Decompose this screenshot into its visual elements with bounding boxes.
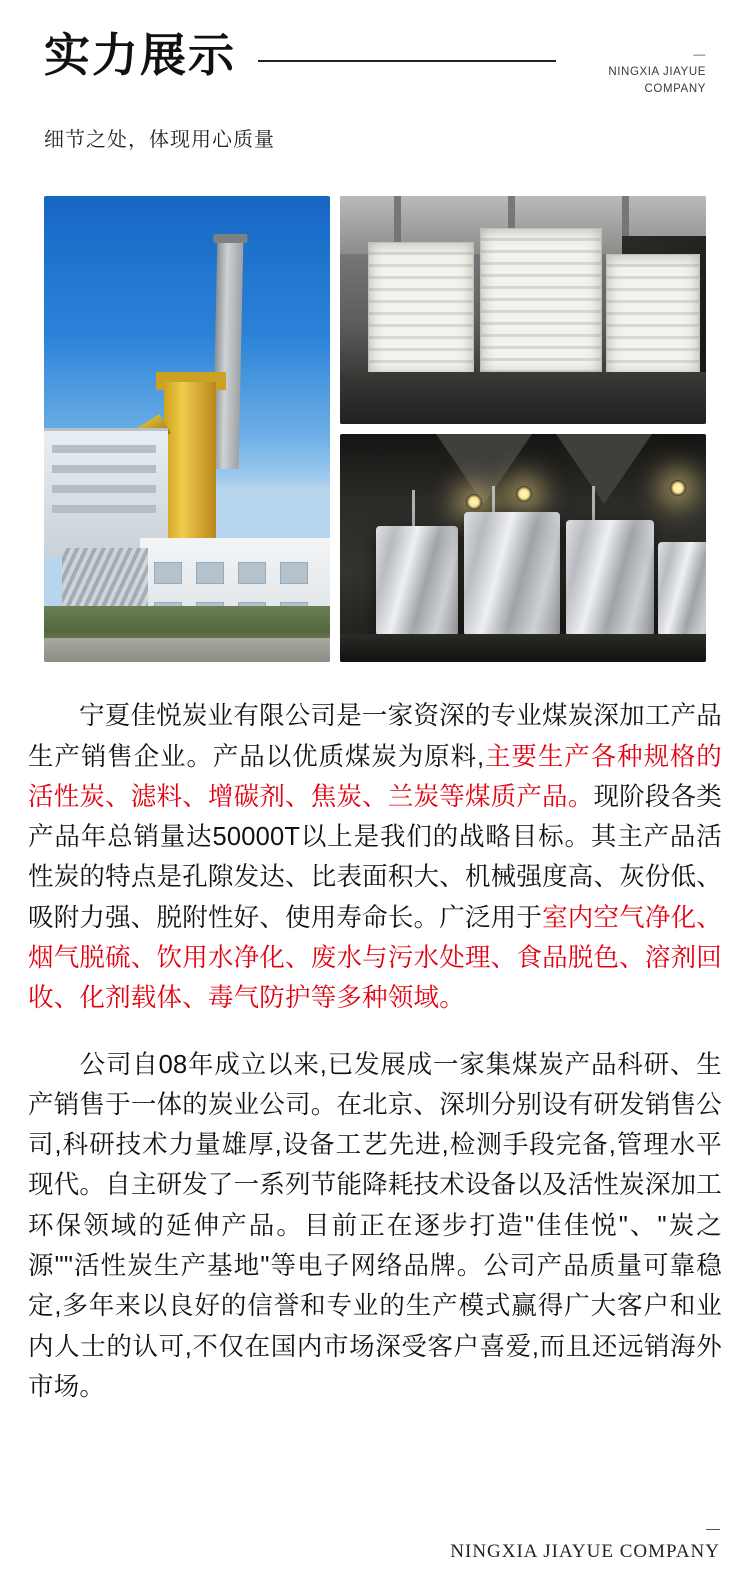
brand-name-line2: COMPANY (644, 82, 706, 95)
ton-bag-shape (658, 542, 706, 638)
footer-dash: — (706, 1520, 720, 1536)
warehouse-floor-shape (340, 372, 706, 424)
brand-dash: — (693, 47, 706, 61)
window-shape (154, 562, 182, 584)
hopper-shape (556, 434, 652, 504)
ton-bag-shape (376, 526, 458, 638)
page-subtitle: 细节之处，体现用心质量 (44, 129, 275, 152)
ton-bag-shape (566, 520, 654, 638)
paragraph-2 (28, 1045, 722, 1408)
factory-plant-photo (44, 196, 330, 662)
packaged-bags-warehouse-photo (340, 196, 706, 424)
bag-stack (368, 242, 474, 376)
para1-segment-1: 宁夏佳悦炭业有限公司是一家资深的专业煤炭深加工产品生产销售企业。产品以优质煤炭为原料, (28, 702, 722, 771)
lamp-icon (670, 480, 686, 496)
road-shape (44, 638, 330, 662)
bag-stack (480, 228, 602, 376)
brand-name-line1: NINGXIA JIAYUE (608, 66, 706, 78)
bag-stack (606, 254, 700, 376)
lamp-icon (466, 494, 482, 510)
para1-segment-4-highlight: 室内空气净化、烟气脱硫、饮用水净化、废水与污水处理、食品脱色、溶剂回收、化剂载体、毒气防护等多种领域。 (28, 903, 722, 1013)
page-footer (450, 1521, 720, 1563)
ton-bag-shape (464, 512, 560, 638)
page-title: 实力展示 (44, 29, 236, 81)
para1-segment-2-highlight: 主要生产各种规格的活性炭、滤料、增碳剂、焦炭、兰炭等煤质产品。 (28, 742, 723, 811)
ton-bag-illustration (340, 434, 706, 662)
factory-plant-illustration (44, 196, 330, 662)
footer-company-name: NINGXIA JIAYUE COMPANY (450, 1541, 720, 1562)
ton-bags-loading-photo (340, 434, 706, 662)
image-gallery (44, 196, 706, 662)
title-divider (258, 60, 556, 62)
company-description (28, 696, 722, 1407)
gallery-right-column (340, 196, 706, 662)
loading-floor-shape (340, 634, 706, 662)
window-shape (238, 562, 266, 584)
warehouse-illustration (340, 196, 706, 424)
window-shape (196, 562, 224, 584)
page-header (0, 0, 750, 97)
paragraph-1 (28, 696, 722, 1018)
brand-mark (556, 30, 706, 97)
title-block (44, 30, 556, 81)
para1-segment-3: 现阶段各类产品年总销量达50000T以上是我们的战略目标。其主产品活性炭的特点是孔隙发达、比表面积大、机械强度高、灰份低、吸附力强、脱附性好、使用寿命长。广泛用于 (28, 782, 722, 932)
para2-segment-1: 公司自08年成立以来,已发展成一家集煤炭产品科研、生产销售于一体的炭业公司。在北京、深圳分别设有研发销售公司,科研技术力量雄厚,设备工艺先进,检测手段完备,管理水平现代。自主研发了一系列节能降耗技术设备以及活性炭深加工环保领域的延伸产品。目前正在逐步打造"佳佳悦"、"炭之源""活性炭生产基地"等电子网络品牌。公司产品质量可靠稳定,多年来以良好的信誉和专业的生产模式赢得广大客户和业内人士的认可,不仅在国内市场深受客户喜爱,而且还远销海外市场。 (28, 1050, 722, 1401)
chimney-shape (213, 234, 244, 469)
window-shape (280, 562, 308, 584)
